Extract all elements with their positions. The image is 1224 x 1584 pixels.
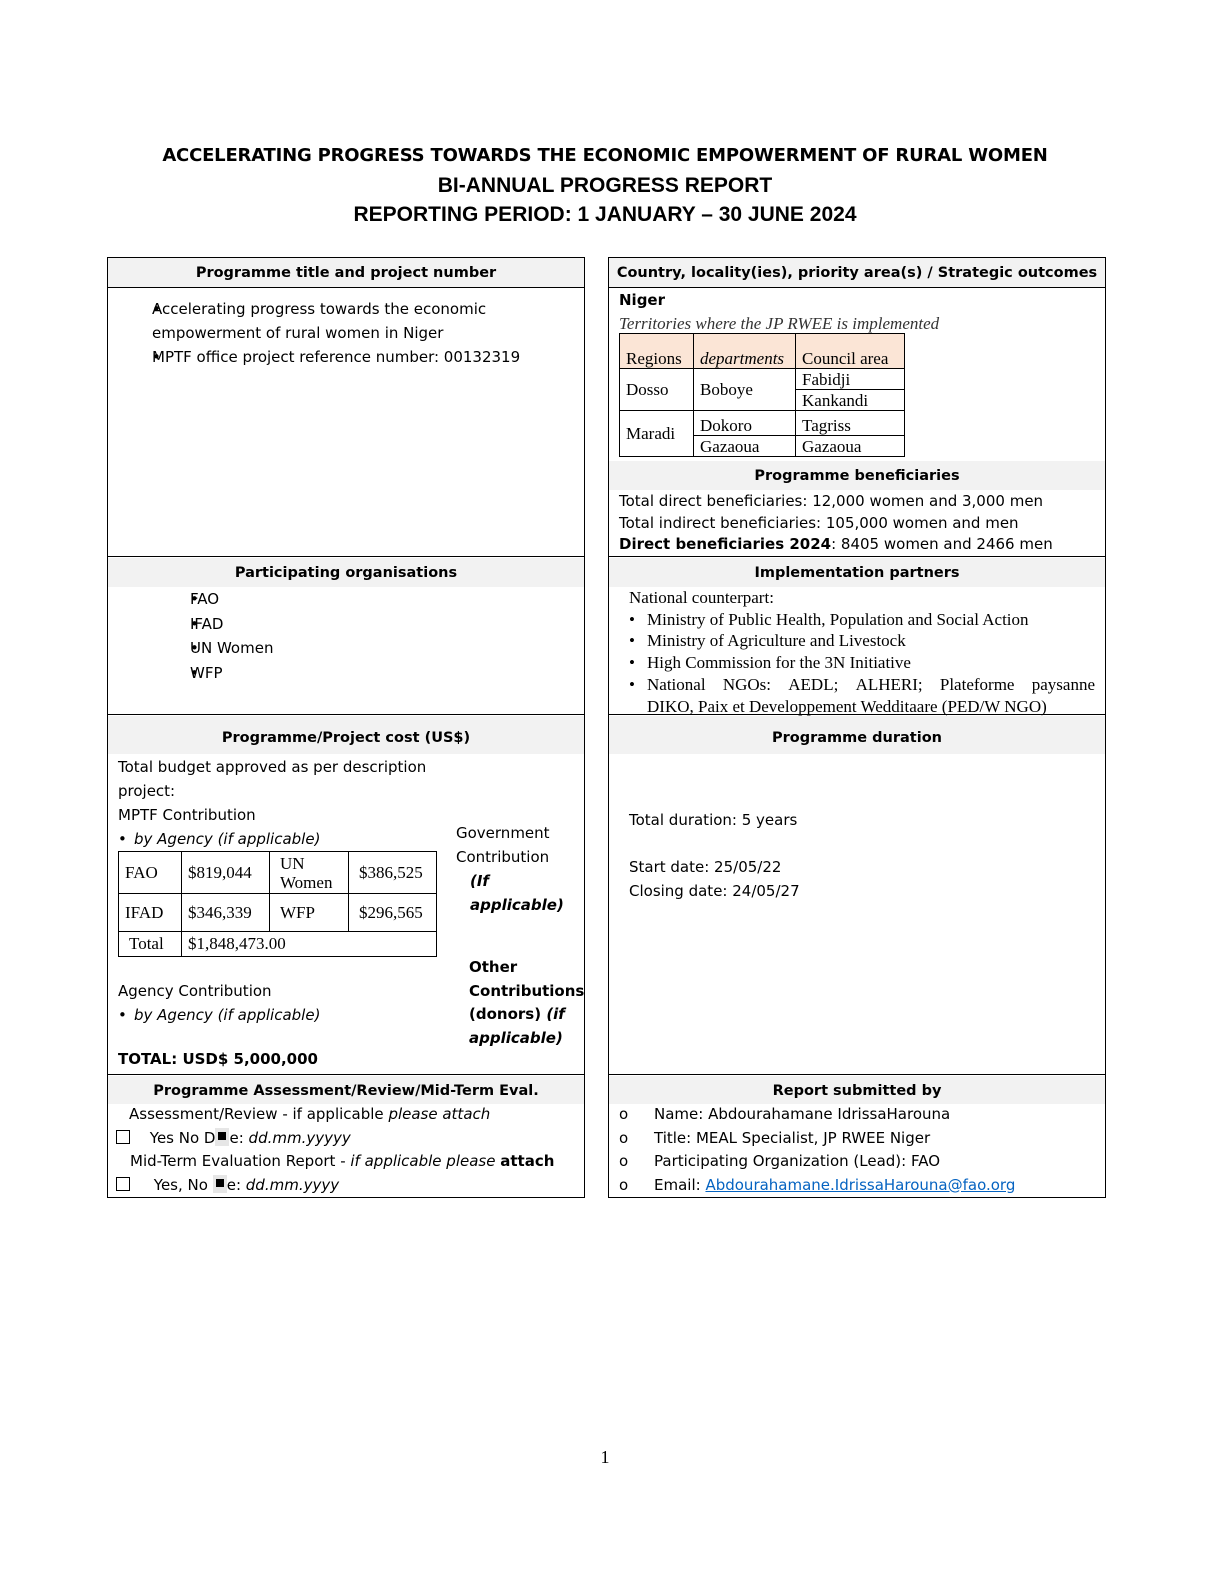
- project-reference: • MPTF office project reference number: 00132319: [118, 345, 568, 369]
- partners-text: National counterpart: • Ministry of Public Health, Population and Social Action • Ministry of Agriculture and Livestock • High Commission for the 3N Initiative • National NGOs: AEDL; ALHERI; Plateforme paysanne DIKO, Paix et Developpement Wedditaare (PED/W NGO): [629, 588, 1095, 716]
- programme-title-list: [118, 297, 568, 369]
- agency-name: FAO: [119, 852, 182, 894]
- regions-header: Regions: [620, 334, 694, 369]
- council-cell: Fabidji: [796, 369, 905, 390]
- org-item: • IFAD: [154, 612, 273, 637]
- region-cell: Maradi: [620, 411, 694, 457]
- programme-title-heading: Programme title and project number: [108, 258, 584, 288]
- date-picker-icon[interactable]: [215, 1128, 229, 1146]
- reporting-period: REPORTING PERIOD: 1 JANUARY – 30 JUNE 2024: [353, 203, 857, 226]
- submitter-org: Participating Organization (Lead): FAO: [654, 1152, 941, 1170]
- submitter-name: Name: Abdourahamane IdrissaHarouna: [654, 1105, 951, 1123]
- government-contribution: Government Contribution (If applicable): [456, 824, 564, 914]
- email-link[interactable]: Abdourahamane.IdrissaHarouna@fao.org: [705, 1175, 1016, 1194]
- territories-caption: Territories where the JP RWEE is implemented: [619, 314, 940, 333]
- beneficiaries-text: Total direct beneficiaries: 12,000 women and 3,000 men Total indirect beneficiaries: 105,000 women and men Direct beneficiaries 2024: 8405 women and 2466 men: [619, 492, 1053, 553]
- council-cell: Kankandi: [796, 390, 905, 411]
- submitted-list: o Name: Abdourahamane IdrissaHarouna o Title: MEAL Specialist, JP RWEE Niger o Participating Organization (Lead): FAO o Email: Abdourahamane.IdrissaHarouna@fao.org: [619, 1105, 1016, 1194]
- agency-amount: $819,044: [182, 852, 270, 894]
- midterm-checkbox[interactable]: [116, 1177, 130, 1191]
- agency-contribution: Agency Contribution • by Agency (if applicable): [118, 982, 321, 1024]
- duration-dates: [629, 855, 800, 903]
- left-panel: [107, 257, 585, 1198]
- budget-text: Total budget approved as per description project: MPTF Contribution • by Agency (if applicable): [118, 755, 426, 851]
- right-panel: [608, 257, 1106, 1198]
- total-label: Total: [119, 932, 182, 957]
- submitted-heading: Report submitted by: [609, 1076, 1105, 1104]
- cost-heading: Programme/Project cost (US$): [108, 716, 584, 754]
- agency-name: UN Women: [270, 852, 349, 894]
- org-item: • FAO: [154, 587, 273, 612]
- start-date: Start date: 25/05/22: [629, 858, 782, 876]
- council-cell: Gazaoua: [796, 436, 905, 457]
- participating-heading: Participating organisations: [108, 558, 584, 587]
- duration-heading: Programme duration: [609, 716, 1105, 754]
- agency-name: WFP: [270, 894, 349, 932]
- date-picker-icon[interactable]: [213, 1175, 227, 1193]
- duration-total: Total duration: 5 years: [629, 811, 798, 829]
- department-cell: Boboye: [694, 369, 796, 411]
- assessment-checkbox[interactable]: [116, 1130, 130, 1144]
- assessment-text: Assessment/Review - if applicable please attach Yes No D e: dd.mm.yyyyy Mid-Term Evaluation Report - if applicable please attach Yes, No e: dd.mm.yyyy: [116, 1103, 576, 1197]
- total-cost: TOTAL: USD$ 5,000,000: [118, 1050, 318, 1068]
- page-number: 1: [600, 1447, 610, 1467]
- agency-amount: $386,525: [349, 852, 437, 894]
- council-cell: Tagriss: [796, 411, 905, 436]
- assessment-heading: Programme Assessment/Review/Mid-Term Eval.: [108, 1076, 584, 1104]
- participating-list: [154, 587, 273, 685]
- agency-amount: $296,565: [349, 894, 437, 932]
- org-item: • UN Women: [154, 636, 273, 661]
- other-contributions: Other Contributions (donors) (if applicable): [469, 958, 585, 1047]
- report-title: ACCELERATING PROGRESS TOWARDS THE ECONOMIC EMPOWERMENT OF RURAL WOMEN: [162, 145, 1048, 166]
- closing-date: Closing date: 24/05/27: [629, 882, 800, 900]
- total-amount: $1,848,473.00: [182, 932, 437, 957]
- country-name: Niger: [619, 291, 666, 309]
- programme-title-item: • Accelerating progress towards the economic empowerment of rural women in Niger: [118, 297, 568, 345]
- department-cell: Dokoro: [694, 411, 796, 436]
- report-subtitle: BI-ANNUAL PROGRESS REPORT: [437, 174, 773, 197]
- beneficiaries-heading: Programme beneficiaries: [609, 461, 1105, 490]
- departments-header: departments: [694, 334, 796, 369]
- territories-table: [619, 333, 905, 457]
- agency-amount: $346,339: [182, 894, 270, 932]
- agency-name: IFAD: [119, 894, 182, 932]
- agency-budget-table: [118, 851, 437, 957]
- by-agency-label: • by Agency (if applicable): [118, 830, 321, 848]
- mptf-label: MPTF Contribution: [118, 806, 256, 824]
- submitter-title: Title: MEAL Specialist, JP RWEE Niger: [654, 1128, 931, 1147]
- region-cell: Dosso: [620, 369, 694, 411]
- org-item: • WFP: [154, 661, 273, 686]
- council-header: Council area: [796, 334, 905, 369]
- partners-heading: Implementation partners: [609, 558, 1105, 587]
- department-cell: Gazaoua: [694, 436, 796, 457]
- country-heading: Country, locality(ies), priority area(s) / Strategic outcomes: [609, 258, 1105, 288]
